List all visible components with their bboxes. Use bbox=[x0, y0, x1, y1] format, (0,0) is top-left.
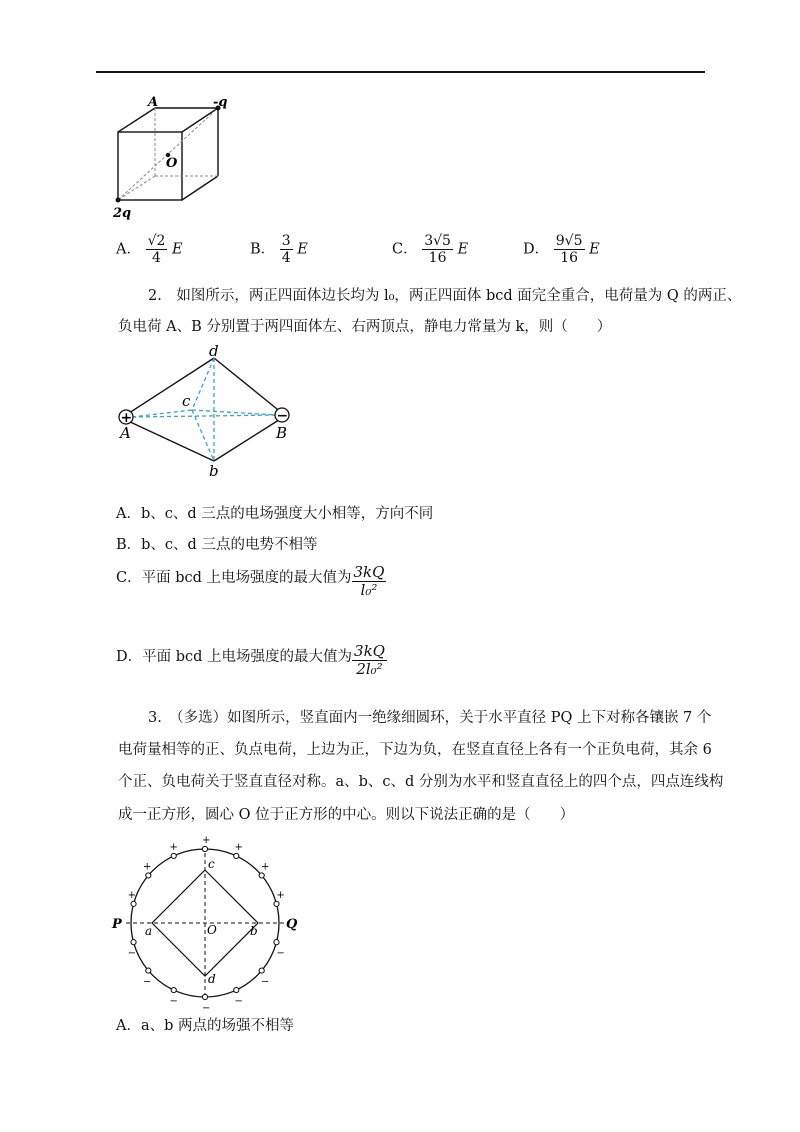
label-P: P bbox=[112, 917, 122, 932]
minus-sign-6: − bbox=[127, 948, 137, 960]
label-A: A bbox=[148, 95, 159, 110]
plus-sign-4: + bbox=[169, 841, 178, 853]
minus-sign-4: − bbox=[169, 996, 178, 1008]
label-O3: O bbox=[207, 923, 217, 937]
positive-charge-0 bbox=[202, 846, 207, 851]
label-O: O bbox=[166, 156, 178, 171]
label-2q: 2q bbox=[113, 206, 132, 221]
label-B: B bbox=[276, 424, 288, 442]
positive-charge-1 bbox=[234, 853, 239, 858]
label-c: c bbox=[182, 392, 191, 410]
plus-sign-5: + bbox=[143, 861, 152, 873]
negative-charge-5 bbox=[146, 968, 151, 973]
plus-sign-1: + bbox=[234, 841, 243, 853]
minus-sign-2: − bbox=[260, 976, 270, 988]
q3-stem-line2: 电荷量相等的正、负点电荷，上边为正，下边为负，在竖直直径上各有一个正负电荷，其余 6 bbox=[118, 742, 712, 758]
q2-stem-line2: 负电荷 A、B 分别置于两四面体左、右两顶点，静电力常量为 k，则（ ） bbox=[118, 319, 612, 335]
plus-sign: + bbox=[120, 410, 133, 426]
plus-sign-2: + bbox=[260, 861, 270, 873]
q3-option-a[interactable]: A．a、b 两点的场强不相等 bbox=[116, 1018, 295, 1034]
q2-option-a[interactable]: A．b、c、d 三点的电场强度大小相等，方向不同 bbox=[116, 506, 434, 522]
q2-option-b[interactable]: B．b、c、d 三点的电势不相等 bbox=[116, 537, 318, 553]
header-rule bbox=[96, 71, 705, 73]
negative-charge-4 bbox=[171, 987, 176, 992]
positive-charge-5 bbox=[146, 873, 151, 878]
plus-sign-0: + bbox=[202, 835, 211, 846]
minus-sign-3: − bbox=[276, 948, 285, 960]
q3-stem-line3: 个正、负电荷关于竖直直径对称。a、b、c、d 分别为水平和竖直直径上的四个点，四点连线构 bbox=[118, 774, 724, 790]
negative-charge-1 bbox=[234, 987, 239, 992]
q1-option-a[interactable]: A． $\frac{√2}{4}$ E bbox=[116, 233, 183, 266]
label-a: a bbox=[145, 924, 153, 938]
tetrahedra-figure bbox=[110, 343, 310, 478]
q2-stem-line1: 2. 如图所示，两正四面体边长均为 l₀，两正四面体 bcd 面完全重合，电荷量为 Q 的两正、 bbox=[148, 288, 742, 304]
minus-sign-0: − bbox=[202, 1003, 211, 1014]
minus-sign: − bbox=[276, 408, 289, 424]
positive-charge-4 bbox=[171, 853, 176, 858]
plus-sign-3: + bbox=[276, 889, 285, 901]
ring-figure bbox=[110, 834, 300, 1014]
negative-charge-2 bbox=[259, 968, 264, 973]
label-b: b bbox=[209, 462, 219, 480]
q1-option-d[interactable]: D． $\frac{9√5}{16}$ E bbox=[523, 233, 600, 266]
positive-charge-3 bbox=[274, 901, 279, 906]
q1-option-c[interactable]: C． $\frac{3√5}{16}$ E bbox=[392, 233, 469, 266]
q2-option-d[interactable]: D．平面 bcd 上电场强度的最大值为 $\frac{3kQ}{\text{2l₀²}}$ bbox=[116, 642, 385, 678]
plus-sign-6: + bbox=[127, 889, 137, 901]
label-d3: d bbox=[208, 972, 216, 986]
label-b3: b bbox=[250, 924, 258, 938]
negative-charge-3 bbox=[274, 940, 279, 945]
positive-charge-2 bbox=[259, 873, 264, 878]
label-neg-q: -q bbox=[213, 95, 228, 110]
negative-charge-0 bbox=[202, 994, 207, 999]
q1-option-b[interactable]: B． $\frac{3}{4}$ E bbox=[250, 233, 308, 266]
minus-sign-1: − bbox=[234, 996, 243, 1008]
label-d: d bbox=[209, 342, 219, 360]
label-A2: A bbox=[120, 424, 131, 442]
q2-option-c[interactable]: C．平面 bcd 上电场强度的最大值为 $\frac{3kQ}{\text{l₀²}}$ bbox=[116, 563, 385, 599]
charge-2q-dot bbox=[116, 198, 121, 203]
negative-charge-6 bbox=[131, 940, 136, 945]
q3-stem-line4: 成一正方形，圆心 O 位于正方形的中心。则以下说法正确的是（ ） bbox=[118, 807, 575, 823]
q3-stem-line1: 3. （多选）如图所示，竖直面内一绝缘细圆环，关于水平直径 PQ 上下对称各镶嵌 7 个 bbox=[148, 710, 712, 726]
minus-sign-5: − bbox=[143, 976, 152, 988]
positive-charge-6 bbox=[131, 901, 136, 906]
cube-figure bbox=[100, 92, 250, 222]
label-Q: Q bbox=[286, 917, 298, 932]
label-c3: c bbox=[208, 857, 215, 871]
